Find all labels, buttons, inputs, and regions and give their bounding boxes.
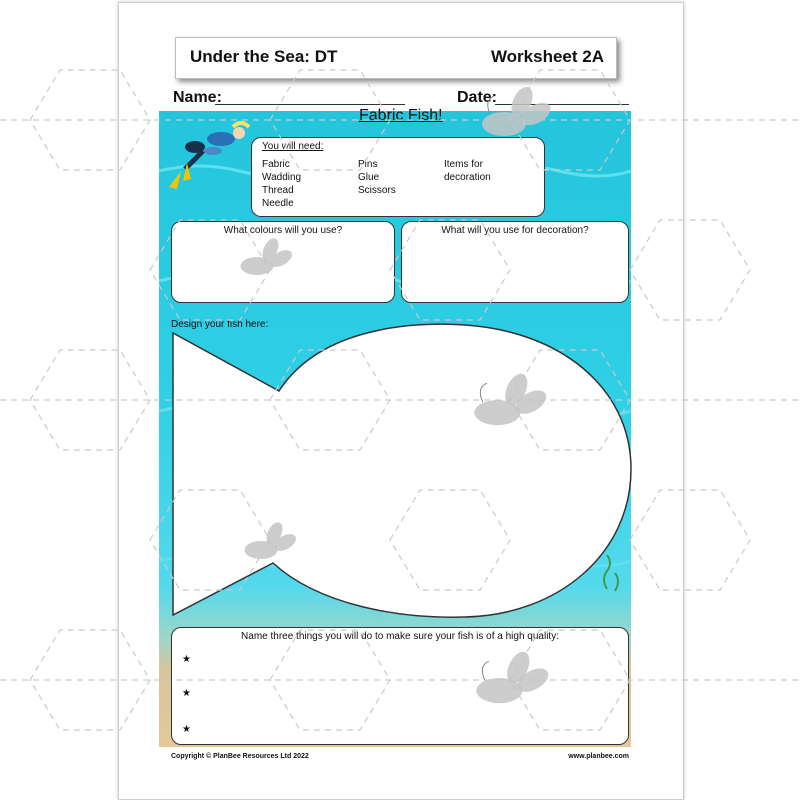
quality-question: Name three things you will do to make sure your fish is of a high quality: [241, 631, 559, 642]
name-label: Name: [173, 89, 222, 106]
decoration-question: What will you use for decoration? [441, 225, 589, 236]
material-item: Pins [358, 159, 378, 170]
materials-heading: You will need: [262, 141, 324, 152]
bullet-star-icon: ★ [182, 724, 191, 735]
material-item: decoration [444, 172, 491, 183]
material-item: Needle [262, 198, 294, 209]
material-item: Wadding [262, 172, 302, 183]
worksheet-number: Worksheet 2A [490, 47, 604, 66]
date-label: Date: [457, 89, 498, 106]
bullet-star-icon: ★ [182, 688, 191, 699]
material-item: Fabric [262, 159, 290, 170]
main-title: Fabric Fish! [359, 107, 443, 124]
copyright-text: Copyright © PlanBee Resources Ltd 2022 [171, 753, 309, 760]
worksheet-page [118, 2, 684, 800]
worksheet-title: Under the Sea: DT [190, 47, 338, 66]
bullet-star-icon: ★ [182, 654, 191, 665]
material-item: Scissors [358, 185, 396, 196]
material-item: Glue [358, 172, 380, 183]
design-label: Design your fish here: [171, 319, 269, 330]
quality-box[interactable] [171, 627, 629, 745]
colours-question: What colours will you use? [223, 225, 343, 236]
website-text[interactable]: www.planbee.com [568, 753, 629, 760]
material-item: Thread [262, 185, 294, 196]
material-item: Items for [444, 159, 483, 170]
